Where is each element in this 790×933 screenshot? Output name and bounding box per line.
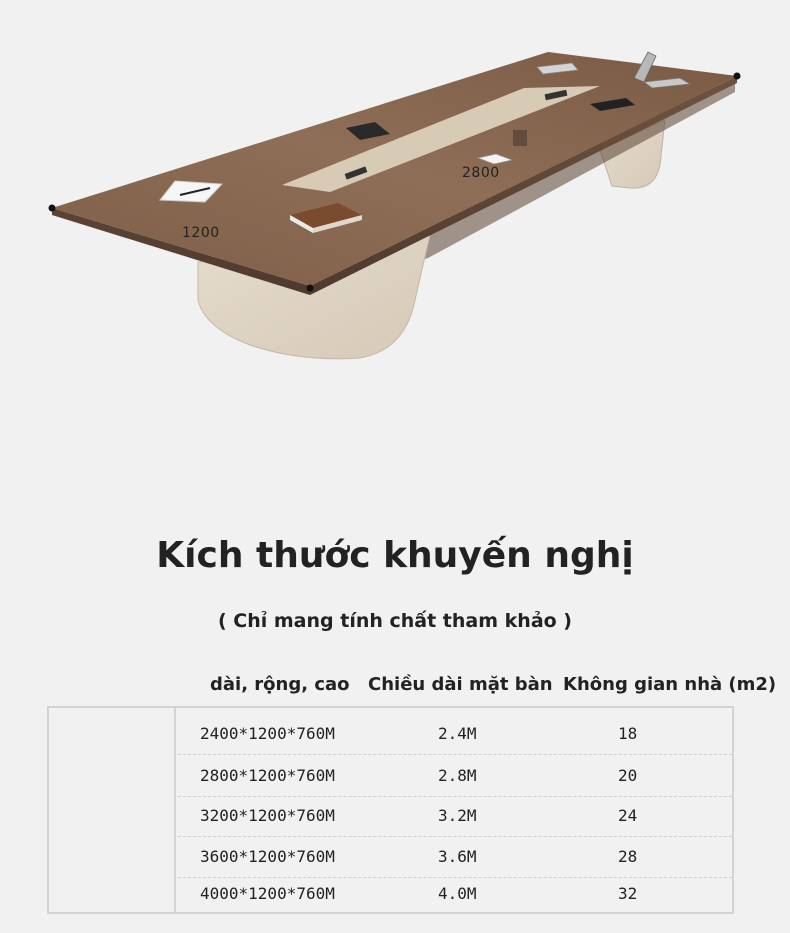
column-header-table-length: Chiều dài mặt bàn [368, 674, 553, 695]
cell-room-space: 24 [618, 806, 638, 825]
table-row [178, 796, 732, 837]
cell-dimensions: 4000*1200*760M [200, 884, 335, 903]
dimension-label-length: 2800 [462, 165, 500, 181]
cell-table-length: 2.8M [438, 766, 477, 785]
page-subtitle: ( Chỉ mang tính chất tham khảo ) [217, 610, 572, 632]
cell-table-length: 3.6M [438, 847, 477, 866]
table-row [178, 714, 732, 755]
cell-dimensions: 2400*1200*760M [200, 724, 335, 743]
cell-dimensions: 3600*1200*760M [200, 847, 335, 866]
page-title: Kích thước khuyến nghị [156, 535, 634, 576]
cell-room-space: 18 [618, 724, 638, 743]
cell-table-length: 2.4M [438, 724, 477, 743]
table-row [178, 837, 732, 878]
cell-room-space: 32 [618, 884, 638, 903]
cell-table-length: 4.0M [438, 884, 477, 903]
size-table [47, 706, 734, 914]
cell-room-space: 20 [618, 766, 638, 785]
table-row [178, 874, 732, 914]
cell-dimensions: 3200*1200*760M [200, 806, 335, 825]
dimension-label-width: 1200 [182, 225, 220, 241]
table-row [178, 756, 732, 797]
column-header-dimensions: dài, rộng, cao [210, 674, 350, 695]
cell-dimensions: 2800*1200*760M [200, 766, 335, 785]
cell-table-length: 3.2M [438, 806, 477, 825]
column-header-room-space: Không gian nhà (m2) [563, 674, 777, 695]
table-left-column [49, 708, 176, 912]
cell-room-space: 28 [618, 847, 638, 866]
